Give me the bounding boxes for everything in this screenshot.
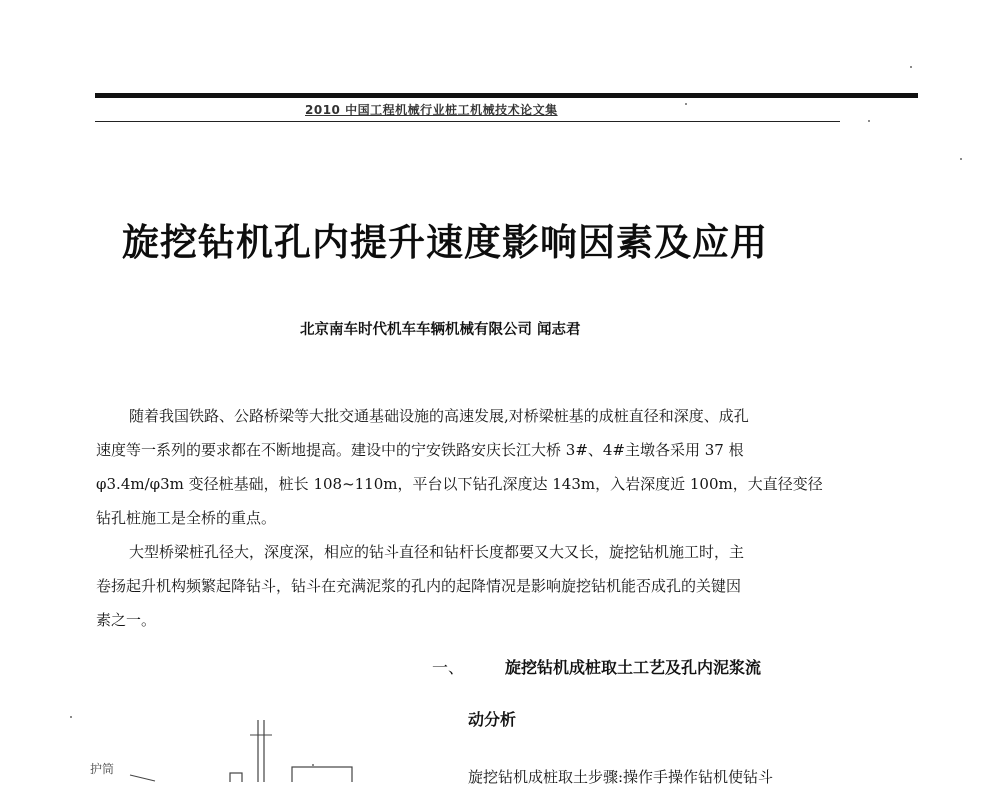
figure-label: 护筒 — [90, 762, 115, 776]
paragraph-line: 素之一。 — [96, 611, 157, 629]
paragraph-line: 随着我国铁路、公路桥梁等大批交通基础设施的高速发展,对桥梁桩基的成桩直径和深度、成孔 — [129, 407, 749, 425]
paragraph-line: 钻孔桩施工是全桥的重点。 — [96, 509, 277, 527]
scan-speck — [685, 103, 687, 105]
header-rule-thick — [95, 93, 918, 98]
scan-speck — [70, 716, 72, 718]
paragraph-line: 速度等一系列的要求都在不断地提高。建设中的宁安铁路安庆长江大桥 3#、4#主墩各采用 37 根 — [96, 441, 744, 459]
section-heading-line: 动分析 — [468, 710, 517, 729]
scan-speck — [868, 120, 870, 122]
paragraph-line: 卷扬起升机构频繁起降钻斗，钻斗在充满泥浆的孔内的起降情况是影响旋挖钻机能否成孔的关键因 — [96, 577, 742, 595]
scan-speck — [910, 66, 912, 68]
figure-drill-diagram — [80, 715, 380, 782]
scan-speck — [960, 158, 962, 160]
paragraph-line: 大型桥梁桩孔径大，深度深，相应的钻斗直径和钻杆长度都要又大又长，旋挖钻机施工时，主 — [129, 543, 745, 561]
running-header: 2010 中国工程机械行业桩工机械技术论文集 — [305, 103, 558, 117]
paper-title: 旋挖钻机孔内提升速度影响因素及应用 — [122, 221, 768, 264]
section-heading-line: 旋挖钻机成桩取土工艺及孔内泥浆流 — [505, 658, 762, 677]
author-affiliation: 北京南车时代机车车辆机械有限公司 闻志君 — [300, 322, 581, 338]
paragraph-line: φ3.4m/φ3m 变径桩基础，桩长 108~110m，平台以下钻孔深度达 143m，入岩深度近 100m，大直径变径 — [96, 475, 823, 493]
paragraph-line-partial: 旋挖钻机成桩取土步骤:操作手操作钻机使钻斗 — [468, 768, 774, 786]
scan-speck — [312, 764, 314, 766]
header-rule-thin — [95, 121, 840, 122]
figure-drawing — [80, 715, 380, 782]
section-number: 一、 — [432, 658, 465, 677]
